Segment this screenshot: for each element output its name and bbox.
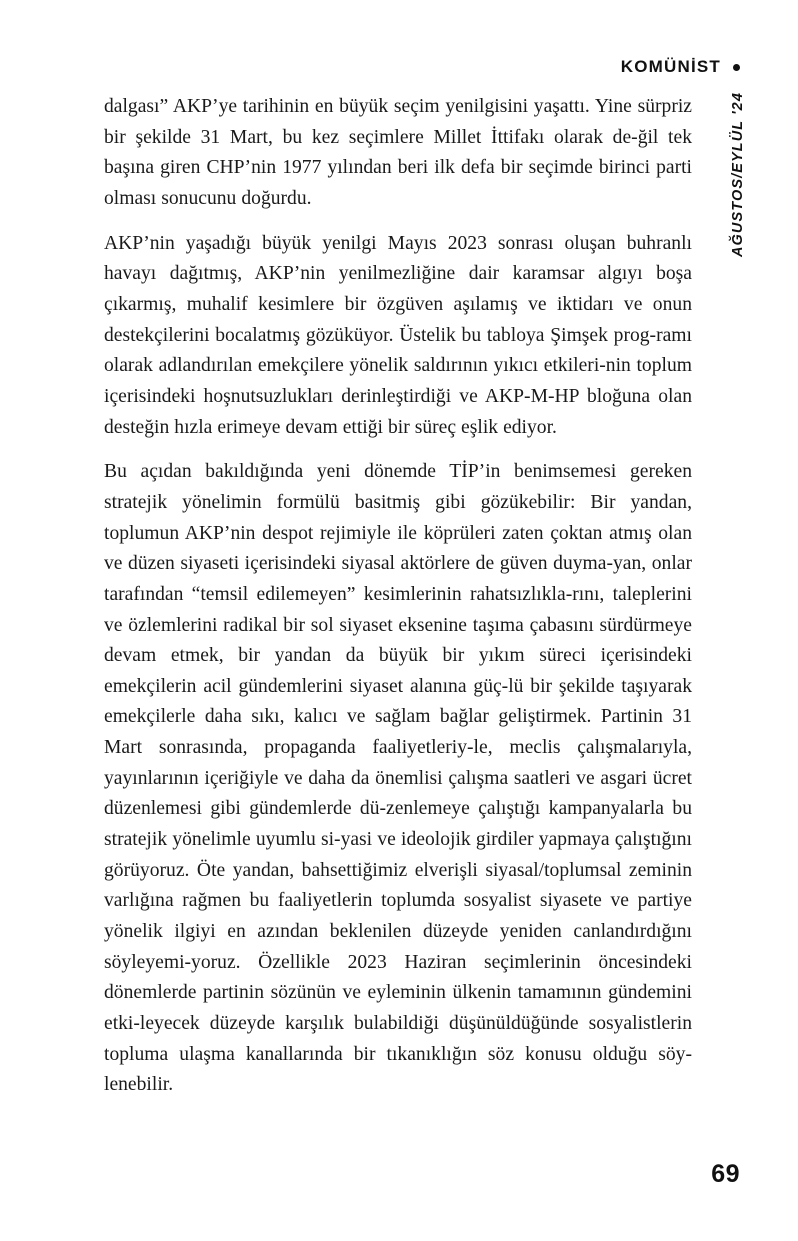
running-head-title: KOMÜNİST bbox=[620, 57, 721, 76]
page-number: 69 bbox=[711, 1160, 740, 1188]
issue-date-side-label: AĞUSTOS/EYLÜL '24 bbox=[730, 92, 746, 258]
paragraph: dalgası” AKP’ye tarihinin en büyük seçim yenilgisini yaşattı. Yine sürpriz bir şekilde 31 Mart, bu kez seçimlere Millet İttifakı olarak de-ğil tek başına giren CHP’nin 1977 yılından beri ilk defa bir seçimde birinci parti olması sonucunu doğurdu. bbox=[104, 96, 692, 209]
bullet-dot-icon bbox=[733, 64, 740, 71]
running-head bbox=[621, 57, 740, 77]
paragraph: AKP’nin yaşadığı büyük yenilgi Mayıs 2023 sonrası oluşan buhranlı havayı dağıtmış, AKP’nin yenilmezliğine dair karamsar algıyı boşa çıkarmış, muhalif kesimlere bir özgüven aşılamış ve iktidarı ve onun destekçilerini bocalatmış gözüküyor. Üstelik bu tabloya Şimşek prog-ramı olarak adlandırılan emekçilere yönelik saldırının yıkıcı etkileri-nin toplum içerisindeki hoşnutsuzlukları derinleştirdiği ve AKP-M-HP bloğuna olan desteğin hızla erimeye devam ettiği bir süreç eşlik ediyor. bbox=[104, 232, 692, 438]
paragraph: Bu açıdan bakıldığında yeni dönemde TİP’in benimsemesi gereken stratejik yönelimin formülü basitmiş gibi gözükebilir: Bir yandan, toplumun AKP’nin despot rejimiyle ile köprüleri zaten çoktan atmış olan ve düzen siyaseti içerisindeki siyasal aktörlere de güven duyma-yan, onlar tarafından “temsil edilemeyen” kesimlerinin rahatsızlıkla-rını, taleplerini ve özlemlerini radikal bir sol siyaset eksenine taşıma çabasını sürdürmeye devam etmek, bir yandan da büyük bir yıkım süreci içerisindeki emekçilerin acil gündemlerini siyaset alanına güç-lü bir şekilde taşıyarak emekçilerle daha sıkı, kalıcı ve sağlam bağlar geliştirmek. Partinin 31 Mart sonrasında, propaganda faaliyetleriy-le, meclis çalışmalarıyla, yayınlarının içeriğiyle ve daha da önemlisi çalışma saatleri ve asgari ücret düzenlemesi gibi gündemlerde dü-zenlemeye çalıştığı kampanyalarla bu stratejik yönelimle uyumlu si-yasi ve ideolojik girdiler yapmaya çalıştığını görüyoruz. Öte yandan, bahsettiğimiz elverişli siyasal/toplumsal zeminin varlığına rağmen bu faaliyetlerin toplumda sosyalist siyasete ve partiye yönelik ilgiyi en azından beklenilen düzeyde yeniden canlandırdığını söyleyemi-yoruz. Özellikle 2023 Haziran seçimlerinin öncesindeki dönemlerde partinin sözünün ve eyleminin ülkenin tamamının gündemini etki-leyecek düzeyde karşılık bulabildiği düşünüldüğünde sosyalistlerin topluma ulaşma kanallarında bir tıkanıklığın söz konusu olduğu söy-lenebilir. bbox=[104, 461, 692, 1096]
body-text-column bbox=[104, 92, 692, 1109]
